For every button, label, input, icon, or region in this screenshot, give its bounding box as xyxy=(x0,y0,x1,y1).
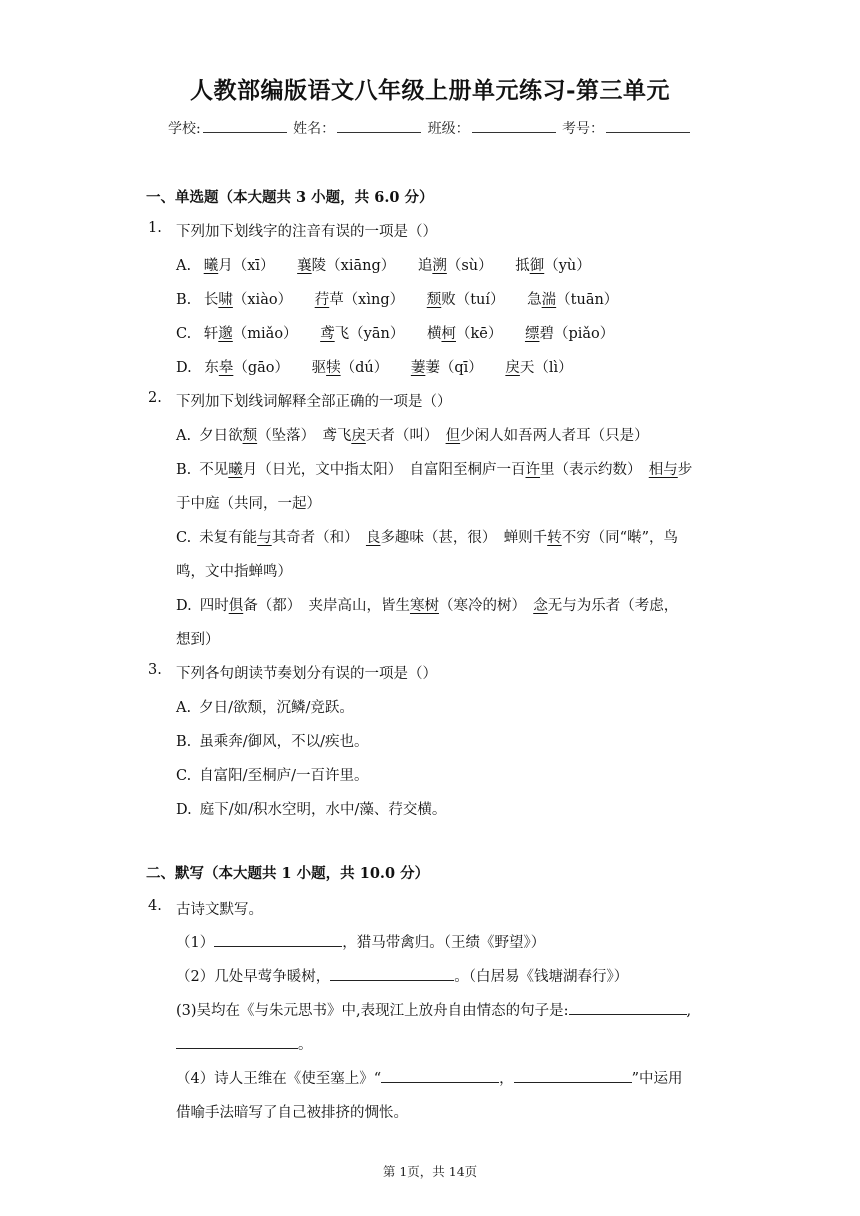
q2-number: 2. xyxy=(148,390,162,406)
underlined-char: 御 xyxy=(529,258,545,274)
q3-option-c[interactable]: C. 自富阳/至桐庐/一百许里。 xyxy=(176,768,369,784)
underlined-char: 鸢 xyxy=(320,326,335,342)
underlined-word: 曦 xyxy=(228,462,243,478)
q1-option-d[interactable]: D. 东皋（gāo） 驱犊（dú） 萋萋（qī） 戾天（lì） xyxy=(176,360,573,376)
underlined-word: 颓 xyxy=(242,428,258,444)
q3-option-d[interactable]: D. 庭下/如/积水空明，水中/藻、荇交横。 xyxy=(176,802,447,818)
name-label: 姓名： xyxy=(293,121,336,137)
q3-option-a[interactable]: A. 夕日/欲颓，沉鳞/竞跃。 xyxy=(176,700,354,716)
underlined-word: 寒树 xyxy=(409,598,439,614)
name-blank[interactable] xyxy=(337,120,421,133)
q1-option-a[interactable]: A. 曦月（xī） 襄陵（xiāng） 追溯（sù） 抵御（yù） xyxy=(176,258,591,274)
underlined-word: 许 xyxy=(525,462,541,478)
answer-blank[interactable] xyxy=(214,932,342,947)
q4-text: 古诗文默写。 xyxy=(176,902,263,918)
q1-text: 下列加下划线字的注音有误的一项是（） xyxy=(176,224,437,240)
answer-blank[interactable] xyxy=(176,1034,298,1049)
underlined-char: 柯 xyxy=(441,326,456,342)
school-label: 学校: xyxy=(167,121,201,137)
option-label: B. xyxy=(176,734,192,750)
answer-blank[interactable] xyxy=(330,966,454,981)
underlined-char: 皋 xyxy=(218,360,234,376)
option-label: A. xyxy=(176,700,192,716)
exam-no-label: 考号： xyxy=(562,121,605,137)
q4-sub2: （2）几处早莺争暖树， 。（白居易《钱塘湖春行》） xyxy=(176,965,628,986)
underlined-char: 缥 xyxy=(524,326,540,342)
underlined-word: 俱 xyxy=(228,598,244,614)
option-label: C. xyxy=(176,530,192,546)
option-label: A. xyxy=(176,428,192,444)
underlined-word: 但 xyxy=(445,428,461,444)
option-label: D. xyxy=(176,802,192,818)
q2-option-c-continued: 鸣，文中指蝉鸣） xyxy=(176,564,292,580)
q4-sub4-continued: 借喻手法暗写了自己被排挤的惆怅。 xyxy=(176,1105,408,1121)
underlined-char: 犊 xyxy=(326,360,341,376)
q4-sub4: （4）诗人王维在《使至塞上》“ ， ”中运用 xyxy=(176,1067,683,1088)
answer-blank[interactable] xyxy=(514,1068,632,1083)
option-label: C. xyxy=(176,326,192,342)
option-label: D. xyxy=(176,598,192,614)
underlined-char: 颓 xyxy=(426,292,442,308)
option-label: B. xyxy=(176,462,192,478)
underlined-char: 萋 xyxy=(410,360,426,376)
underlined-word: 相与 xyxy=(648,462,678,478)
page-title: 人教部编版语文八年级上册单元练习-第三单元 xyxy=(189,77,671,104)
q4-sub3-continued: 。 xyxy=(176,1033,313,1054)
q4-sub3: (3)吴均在《与朱元思书》中,表现江上放舟自由情态的句子是: , xyxy=(176,999,691,1020)
section-1-heading: 一、单选题（本大题共 3 小题，共 6.0 分） xyxy=(146,189,434,206)
option-label: D. xyxy=(176,360,192,376)
underlined-word: 与 xyxy=(257,530,272,546)
q2-option-a[interactable]: A. 夕日欲颓（坠落） 鸢飞戾天者（叫） 但少闲人如吾两人者耳（只是） xyxy=(176,428,649,444)
q2-option-b[interactable]: B. 不见曦月（日光，文中指太阳） 自富阳至桐庐一百许里（表示约数） 相与步 xyxy=(176,462,693,478)
school-blank[interactable] xyxy=(203,120,287,133)
q4-sub1: （1） ，猎马带禽归。（王绩《野望》） xyxy=(176,931,545,952)
underlined-char: 啸 xyxy=(218,292,233,308)
student-info-line xyxy=(0,118,860,138)
underlined-word: 念 xyxy=(533,598,548,614)
exam-no-blank[interactable] xyxy=(606,120,690,133)
q3-number: 3. xyxy=(148,662,162,678)
option-label: C. xyxy=(176,768,192,784)
underlined-char: 戾 xyxy=(505,360,520,376)
class-blank[interactable] xyxy=(472,120,556,133)
q2-option-d[interactable]: D. 四时俱备（都） 夹岸高山，皆生寒树（寒冷的树） 念无与为乐者（考虑， xyxy=(176,598,679,614)
underlined-char: 襄 xyxy=(297,258,312,274)
underlined-char: 溯 xyxy=(432,258,447,274)
underlined-char: 曦 xyxy=(203,258,219,274)
q3-text: 下列各句朗读节奏划分有误的一项是（） xyxy=(176,666,437,682)
section-2-heading: 二、默写（本大题共 1 小题，共 10.0 分） xyxy=(146,865,430,882)
q2-option-c[interactable]: C. 未复有能与其奇者（和） 良多趣味（甚，很） 蝉则千转不穷（同“啭”，鸟 xyxy=(176,530,679,546)
q1-option-c[interactable]: C. 轩邈（miǎo） 鸢飞（yān） 横柯（kē） 缥碧（piǎo） xyxy=(176,326,615,342)
answer-blank[interactable] xyxy=(381,1068,499,1083)
q3-option-b[interactable]: B. 虽乘奔/御风，不以/疾也。 xyxy=(176,734,369,750)
underlined-word: 转 xyxy=(547,530,562,546)
class-label: 班级： xyxy=(427,121,470,137)
q1-number: 1. xyxy=(148,220,162,236)
q1-option-b[interactable]: B. 长啸（xiào） 荇草（xìng） 颓败（tuí） 急湍（tuān） xyxy=(176,292,619,308)
option-label: A. xyxy=(176,258,192,274)
page-footer: 第 1页，共 14页 xyxy=(382,1164,478,1179)
q2-option-d-continued: 想到） xyxy=(176,632,220,648)
answer-blank[interactable] xyxy=(569,1000,687,1015)
underlined-char: 湍 xyxy=(541,292,557,308)
underlined-word: 良 xyxy=(365,530,381,546)
q2-text: 下列加下划线词解释全部正确的一项是（） xyxy=(176,394,452,410)
underlined-word: 戾 xyxy=(351,428,366,444)
underlined-char: 荇 xyxy=(314,292,330,308)
q2-option-b-continued: 于中庭（共同，一起） xyxy=(176,496,321,512)
q4-number: 4. xyxy=(148,898,162,914)
underlined-char: 邈 xyxy=(218,326,233,342)
option-label: B. xyxy=(176,292,192,308)
